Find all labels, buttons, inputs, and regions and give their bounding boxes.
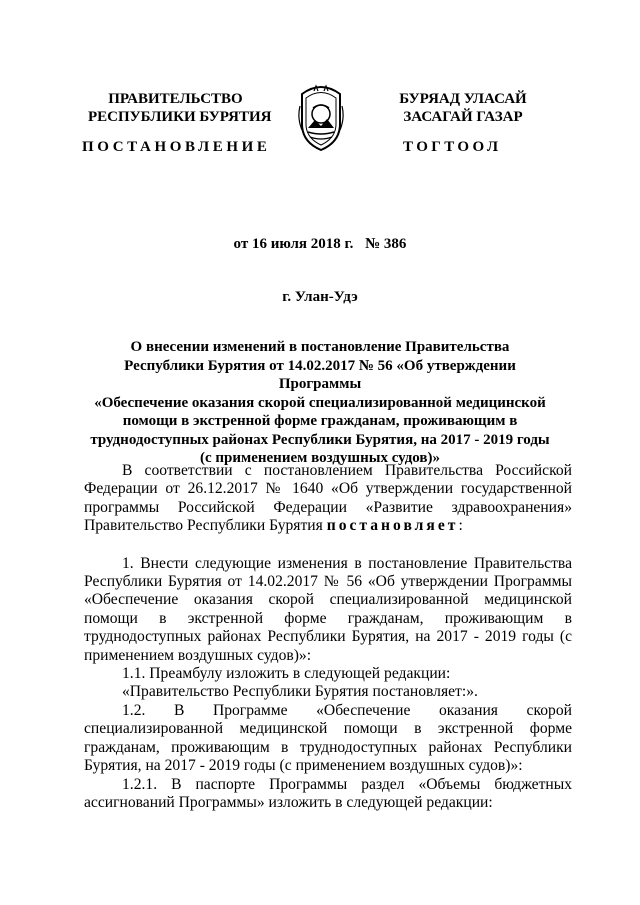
- header-right-line1: БУРЯАД УЛАСАЙ: [399, 91, 527, 107]
- title-line: труднодоступных районах Республики Бурятия, на 2017 - 2019 годы: [90, 431, 550, 448]
- header-left-title: ПОСТАНОВЛЕНИЕ: [82, 139, 271, 155]
- header-left: [88, 90, 272, 126]
- paragraph-1-1-quote: «Правительство Республики Бурятия постановляет:».: [122, 683, 478, 701]
- title-line: О внесении изменений в постановление Правительства: [130, 339, 510, 355]
- preamble-end: :: [458, 517, 463, 535]
- title-line: Республики Бурятия от 14.02.2017 № 56 «Об утверждении Программы: [124, 357, 516, 392]
- coat-of-arms-icon: [296, 84, 346, 154]
- header-left-line2: РЕСПУБЛИКИ БУРЯТИЯ: [88, 109, 272, 125]
- title-line: помощи в экстренной форме гражданам, проживающим в: [122, 413, 518, 429]
- document-body: [84, 462, 572, 812]
- paragraph-1-2-1: 1.2.1. В паспорте Программы раздел «Объемы бюджетных ассигнований Программы» изложить в следующей редакции:: [84, 775, 572, 811]
- document-number: № 386: [365, 236, 407, 252]
- title-line: «Обеспечение оказания скорой специализированной медицинской: [94, 394, 546, 411]
- paragraph-1-2: 1.2. В Программе «Обеспечение оказания скорой специализированной медицинской помощи в экстренной форме гражданам, проживающим в труднодоступных районах Республики Бурятия, на 2017 - 2019 годы (с применением воздушных судов)»:: [84, 701, 572, 775]
- document-title: [82, 338, 558, 468]
- document-city: г. Улан-Удэ: [282, 289, 358, 305]
- preamble-text: В соответствии с постановлением Правительства Российской Федерации от 26.12.2017 № 1640 «Об утверждении государственной программы Российской Федерации «Развитие здравоохранения» Правительство Республики Бурятия: [84, 462, 572, 535]
- header-left-line1: ПРАВИТЕЛЬСТВО: [108, 91, 243, 107]
- header-right: [392, 90, 534, 126]
- document-date: от 16 июля 2018 г.: [233, 236, 354, 252]
- paragraph-1: 1. Внести следующие изменения в постановление Правительства Республики Бурятия от 14.02.2017 № 56 «Об утверждении Программы «Обеспечение оказания скорой специализированной медицинской помощи в экстренной форме гражданам, проживающим в труднодоступных районах Республики Бурятия, на 2017 - 2019 годы (с применением воздушных судов)»:: [84, 554, 572, 664]
- date-number-line: [0, 236, 640, 253]
- preamble-keyword: постановляет: [326, 517, 459, 535]
- paragraph-1-1: 1.1. Преамбулу изложить в следующей редакции:: [122, 665, 451, 683]
- header-right-line2: ЗАСАГАЙ ГАЗАР: [403, 109, 523, 125]
- preamble-paragraph: [84, 462, 572, 536]
- header-right-title: ТОГТООЛ: [403, 139, 502, 155]
- title-line: (с применением воздушных судов)»: [199, 450, 441, 466]
